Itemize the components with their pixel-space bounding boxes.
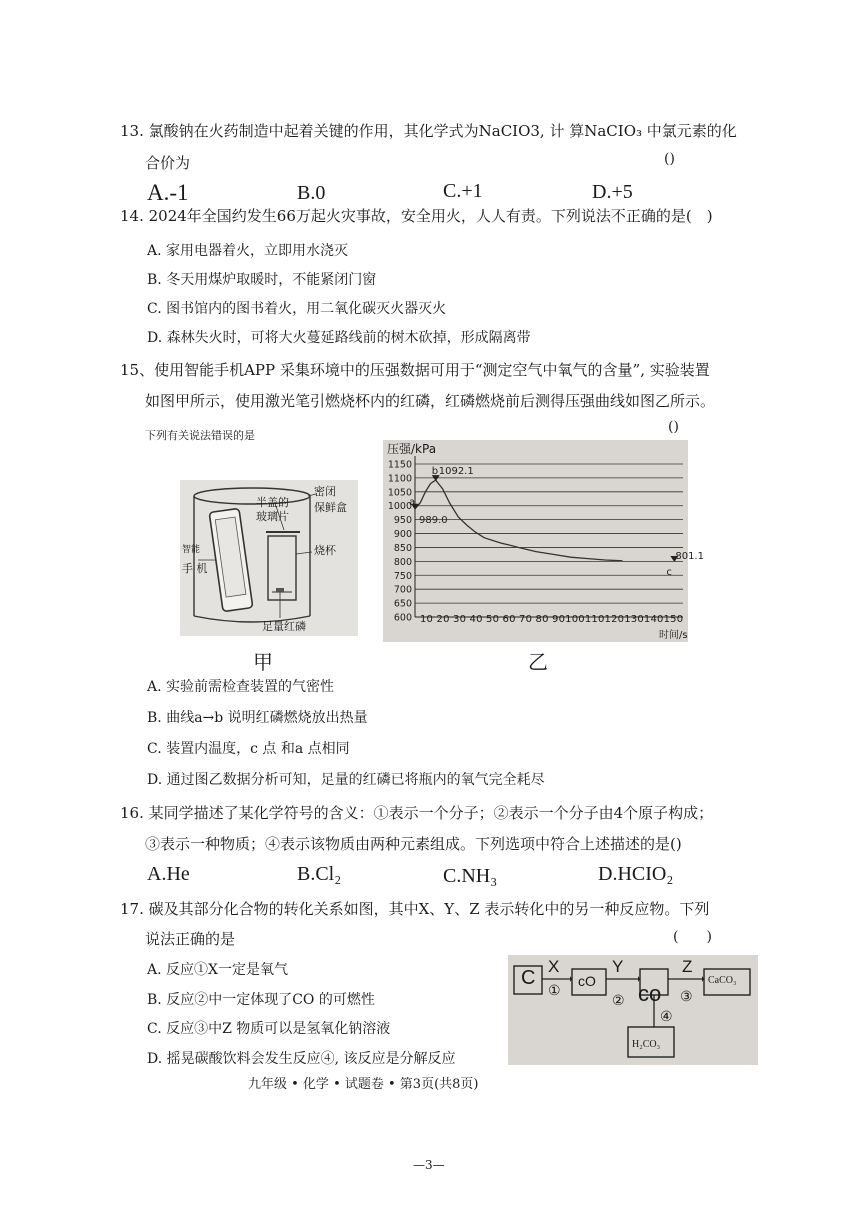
- figure-label-jia: 甲: [253, 650, 273, 674]
- q14-option-d: D. 森林失火时，可将大火蔓延路线前的树木砍掉，形成隔离带: [147, 330, 531, 346]
- q16-option-a: A.He: [147, 863, 190, 885]
- q15-stem-line1: 15、使用智能手机APP 采集环境中的压强数据可用于“测定空气中氧气的含量”, 实验装置: [120, 361, 710, 379]
- y-tick-label: 950: [393, 515, 412, 527]
- q17-stem-line2: 说法正确的是: [145, 930, 236, 948]
- q15-option-d: D. 通过图乙数据分析可知，足量的红磷已将瓶内的氧气完全耗尽: [147, 772, 545, 788]
- label-phone-2: 手 机: [182, 562, 208, 575]
- y-tick-label: 600: [393, 612, 412, 624]
- reactant-x: X: [548, 957, 560, 976]
- y-tick-label: 1050: [387, 487, 412, 499]
- label-phone: 智能: [182, 545, 201, 555]
- reaction-2-marker: ②: [612, 993, 625, 1009]
- chart-x-tick-labels: 10 20 30 40 50 60 70 80 90100110120130140150: [420, 614, 684, 625]
- q15-stem-line2: 如图甲所示，使用激光笔引燃烧杯内的红磷，红磷燃烧前后测得压强曲线如图乙所示。: [145, 392, 716, 410]
- q16-option-b: B.Cl₂: [297, 863, 342, 885]
- q14-stem: 14. 2024年全国约发生66万起火灾事故，安全用火，人人有责。下列说法不正确的是( ): [120, 207, 713, 225]
- label-lid: 半盖的: [256, 496, 289, 509]
- q13-stem-line2: 合价为: [145, 154, 191, 172]
- chart-xlabel: 时间/s: [659, 630, 688, 641]
- q13-option-b: B.0: [297, 182, 326, 204]
- node-h2co3: H₂CO₃: [632, 1039, 661, 1050]
- q17-stem-line1: 17. 碳及其部分化合物的转化关系如图，其中X、Y、Z 表示转化中的另一种反应物。下列: [120, 900, 710, 918]
- y-tick-label: 1100: [387, 473, 412, 485]
- reactant-z: Z: [682, 957, 693, 976]
- reaction-1-marker: ①: [548, 983, 561, 999]
- y-tick-label: 1150: [387, 459, 412, 471]
- q15-option-b: B. 曲线a→b 说明红磷燃烧放出热量: [147, 710, 368, 726]
- point-label-c: c: [666, 567, 672, 579]
- q16-stem-line2: ③表示一种物质；④表示该物质由两种元素组成。下列选项中符合上述描述的是(): [145, 835, 682, 853]
- pressure-chart-svg: [383, 440, 704, 642]
- reaction-3-marker: ③: [680, 989, 693, 1005]
- q17-option-d: D. 摇晃碳酸饮料会发生反应④, 该反应是分解反应: [147, 1051, 456, 1067]
- q14-option-b: B. 冬天用煤炉取暖时，不能紧闭门窗: [147, 272, 377, 288]
- y-tick-label: 700: [393, 584, 412, 596]
- pressure-chart: [383, 440, 704, 642]
- q13-option-c: C.+1: [443, 180, 483, 202]
- data-label-a: 989.0: [419, 514, 448, 526]
- y-tick-label: 800: [393, 556, 412, 568]
- node-caco3: CaCO₃: [708, 975, 737, 986]
- node-c: C: [521, 967, 536, 989]
- y-tick-label: 1000: [387, 501, 412, 513]
- data-label-b: 1092.1: [438, 466, 474, 478]
- carbon-conversion-diagram: [508, 955, 758, 1065]
- q14-option-c: C. 图书馆内的图书着火，用二氧化碳灭火器灭火: [147, 301, 447, 317]
- point-label-b: b: [431, 466, 439, 478]
- q14-option-a: A. 家用电器着火，立即用水浇灭: [147, 243, 349, 259]
- q13-option-a: A.-1: [147, 180, 189, 205]
- q15-option-c: C. 装置内温度，c 点 和a 点相同: [147, 741, 350, 757]
- node-co2: co: [638, 981, 662, 1006]
- data-label-c: 801.1: [675, 551, 704, 563]
- figure-label-yi: 乙: [528, 650, 548, 674]
- q17-option-a: A. 反应①X一定是氧气: [147, 962, 288, 978]
- q17-answer-paren: ( ): [673, 929, 712, 945]
- q17-option-b: B. 反应②中一定体现了CO 的可燃性: [147, 992, 375, 1008]
- y-tick-label: 750: [393, 570, 412, 582]
- page-number: —3—: [413, 1158, 445, 1172]
- q16-option-d: D.HCIO₂: [598, 863, 674, 885]
- q16-stem-line1: 16. 某同学描述了某化学符号的含义：①表示一个分子；②表示一个分子由4个原子构成；: [120, 804, 714, 822]
- q13-answer-paren: (): [664, 151, 675, 167]
- q16-option-c: C.NH₃: [443, 865, 498, 887]
- q13-option-d: D.+5: [592, 181, 633, 203]
- y-tick-label: 850: [393, 542, 412, 554]
- page-footer: 九年级 • 化学 • 试题卷 • 第3页(共8页): [248, 1077, 479, 1092]
- q15-stem-line3: 下列有关说法错误的是: [145, 429, 255, 442]
- chart-ylabel: 压强/kPa: [387, 442, 437, 456]
- q15-answer-paren: (): [668, 419, 679, 435]
- label-lid-2: 玻璃片: [256, 510, 289, 523]
- y-tick-label: 650: [393, 598, 412, 610]
- reaction-4-marker: ④: [660, 1009, 673, 1025]
- q17-option-c: C. 反应③中Z 物质可以是氢氧化钠溶液: [147, 1021, 391, 1037]
- reactant-y: Y: [612, 957, 624, 976]
- point-label-a: a: [409, 496, 416, 508]
- node-co: cO: [578, 973, 596, 989]
- q13-stem-line1: 13. 氯酸钠在火药制造中起着关键的作用，其化学式为NaCIO3, 计 算NaCIO₃ 中氯元素的化: [120, 122, 737, 140]
- label-box-2: 保鲜盒: [314, 501, 347, 514]
- apparatus-figure: [180, 480, 358, 636]
- label-phosphorus: 足量红磷: [262, 620, 306, 633]
- label-box: 密闭: [314, 485, 336, 498]
- label-beaker: 烧杯: [314, 544, 336, 557]
- q15-option-a: A. 实验前需检查装置的气密性: [147, 679, 335, 695]
- y-tick-label: 900: [393, 529, 412, 541]
